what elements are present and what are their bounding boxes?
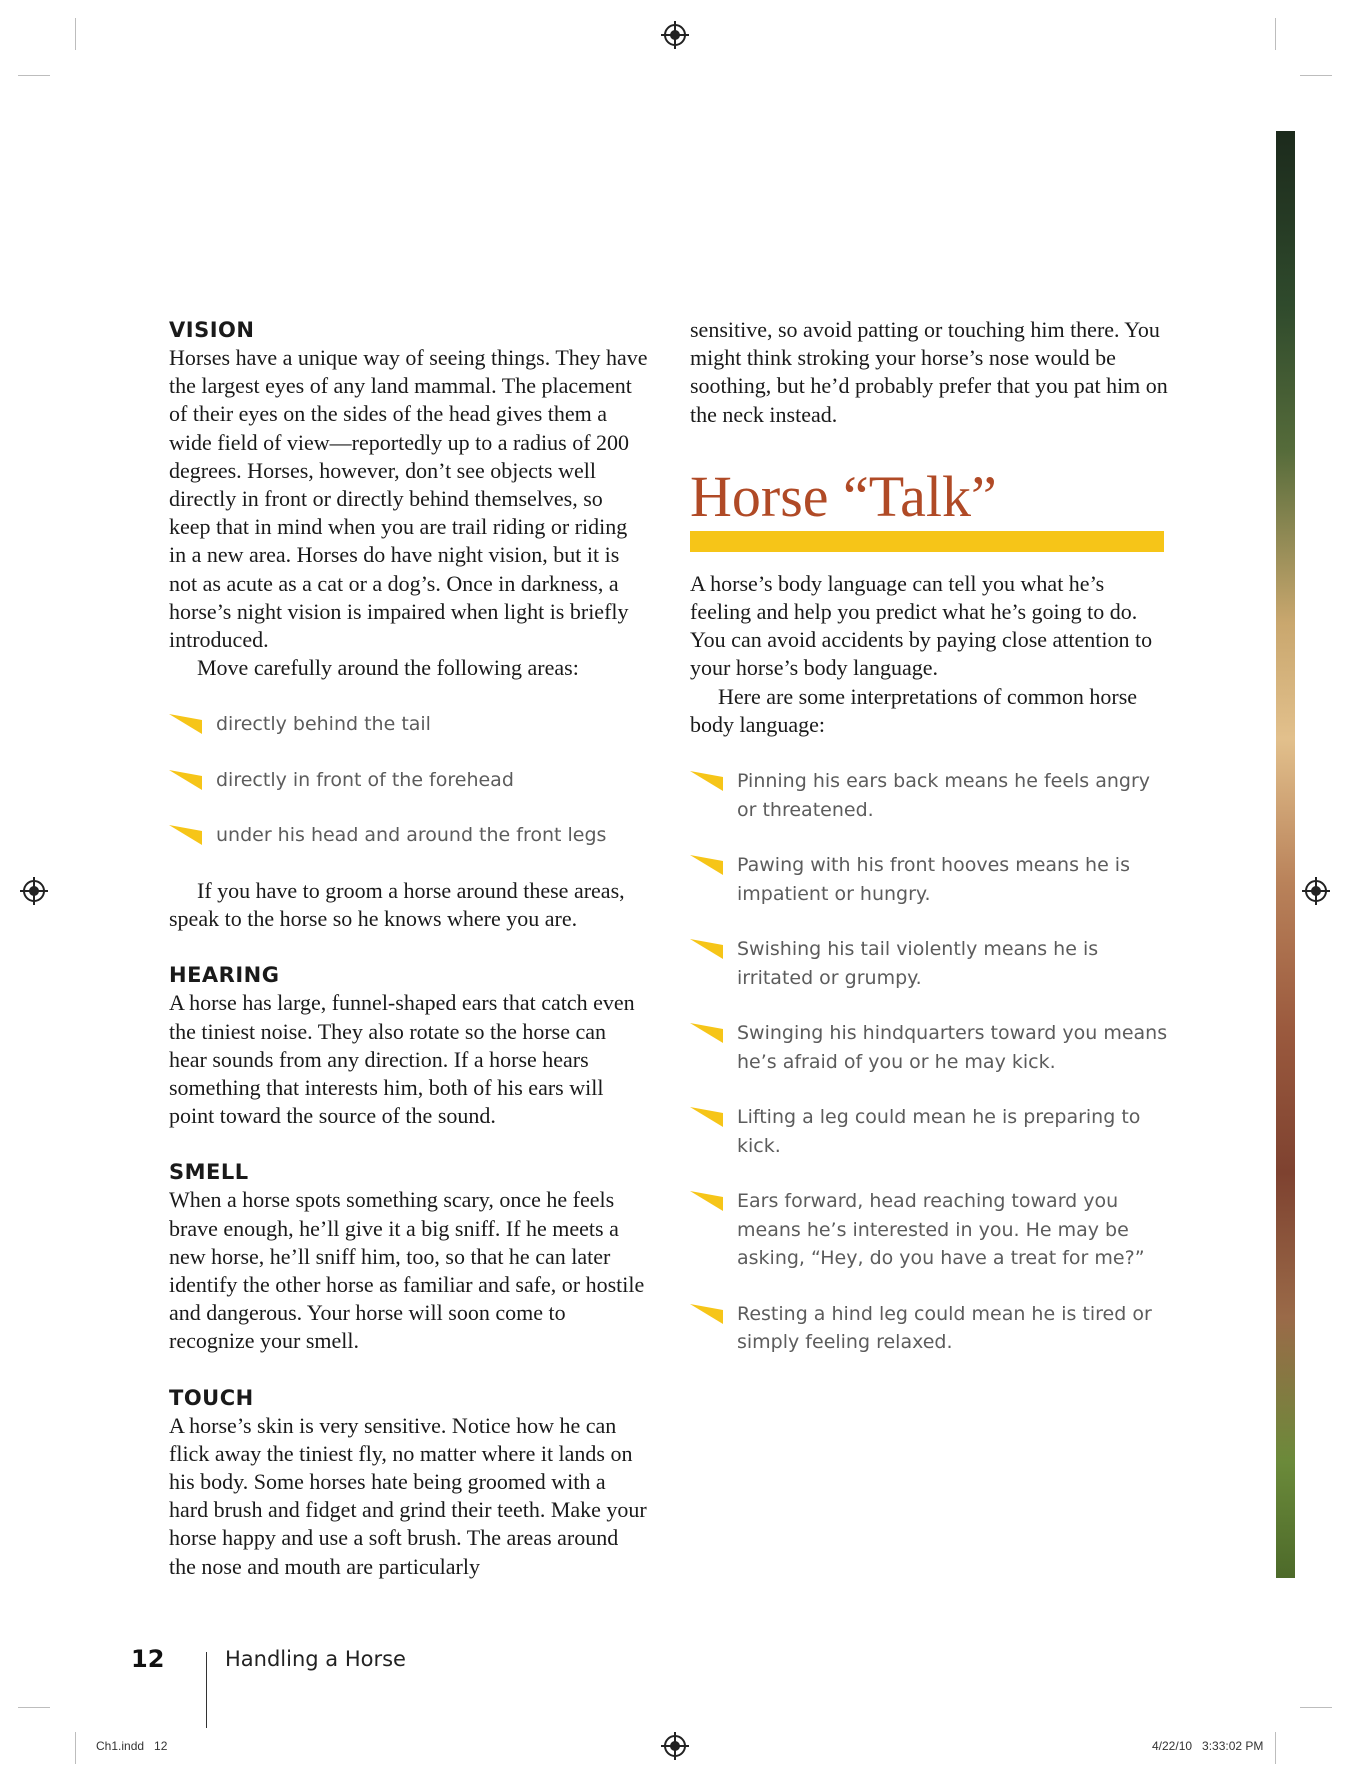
bullet-text: directly in front of the forehead [216, 768, 514, 791]
horse-photo-edge [1276, 131, 1295, 1578]
slug-filename: Ch1.indd 12 [96, 1739, 168, 1753]
talk-body: A horse’s body language can tell you what he’s feeling and help you predict what he’s going to do. You can avoid accidents by paying close attention to your horse’s body language. [690, 570, 1153, 681]
bullet-text: directly behind the tail [216, 713, 431, 736]
vision-intro: Move carefully around the following areas: [197, 655, 579, 681]
bullet-text: Ears forward, head reaching toward you means he’s interested in you. He may be asking, “Hey, do you have a treat for me?” [737, 1190, 1145, 1270]
triangle-bullet-icon [690, 1023, 723, 1043]
triangle-bullet-icon [690, 1191, 723, 1211]
triangle-bullet-icon [690, 1304, 723, 1324]
footer-divider [206, 1652, 207, 1728]
list-item [169, 710, 649, 739]
heading-underline-bar [690, 531, 1164, 552]
crop-mark [75, 1732, 76, 1764]
list-item [690, 935, 1170, 992]
list-item [169, 766, 649, 795]
crop-mark [1275, 18, 1276, 50]
bullet-text: Resting a hind leg could mean he is tired or simply feeling relaxed. [737, 1302, 1152, 1354]
registration-mark-icon [1305, 880, 1327, 902]
bullet-text: Lifting a leg could mean he is preparing to kick. [737, 1106, 1141, 1157]
bullet-text: Pawing with his front hooves means he is impatient or hungry. [737, 854, 1130, 905]
triangle-bullet-icon [690, 939, 723, 959]
crop-mark [18, 1707, 50, 1708]
triangle-bullet-icon [169, 825, 202, 845]
section-heading-vision: VISION [169, 318, 255, 342]
left-column [169, 316, 649, 1581]
section-heading-hearing: HEARING [169, 963, 280, 988]
bullet-text: under his head and around the front legs [216, 824, 607, 847]
section-heading-touch: TOUCH [169, 1385, 254, 1410]
bullet-text: Swishing his tail violently means he is irritated or grumpy. [737, 938, 1099, 989]
registration-mark-icon [23, 880, 45, 902]
crop-mark [1300, 1707, 1332, 1708]
page-number: 12 [131, 1645, 165, 1673]
crop-mark [75, 18, 76, 50]
talk-bullet-list [690, 767, 1170, 1357]
triangle-bullet-icon [690, 1107, 723, 1127]
bullet-text: Pinning his ears back means he feels angry or threatened. [737, 770, 1151, 821]
triangle-bullet-icon [169, 714, 202, 734]
triangle-bullet-icon [690, 855, 723, 875]
slug-timestamp: 4/22/10 3:33:02 PM [1152, 1739, 1264, 1753]
crop-mark [1300, 75, 1332, 76]
list-item [690, 767, 1170, 824]
crop-mark [18, 75, 50, 76]
section-heading-smell: SMELL [169, 1160, 249, 1185]
vision-after: If you have to groom a horse around these areas, speak to the horse so he knows where you are. [169, 877, 625, 932]
triangle-bullet-icon [169, 770, 202, 790]
hearing-body: A horse has large, funnel-shaped ears that catch even the tiniest noise. They also rotate so the horse can hear sounds from any direction. If a horse hears something that interests him, both of his ears will point toward the source of the sound. [169, 990, 635, 1129]
touch-continued: sensitive, so avoid patting or touching him there. You might think stroking your horse’s nose would be soothing, but he’d probably prefer that you pat him on the neck instead. [690, 317, 1168, 427]
touch-body: A horse’s skin is very sensitive. Notice how he can flick away the tiniest fly, no matter where it lands on his body. Some horses hate being groomed with a hard brush and fidget and grind their teeth. Make your horse happy and use a soft brush. The areas around the nose and mouth are particularly [169, 1412, 647, 1579]
right-column [690, 316, 1170, 1357]
vision-body: Horses have a unique way of seeing things. They have the largest eyes of any land mammal. The placement of their eyes on the sides of the head gives them a wide field of view—reportedly up to a radius of 200 degrees. Horses, however, don’t see objects well directly in front or directly behind themselves, so keep that in mind when you are trail riding or riding in a new area. Horses do have night vision, but it is not as acute as a cat or a dog’s. Once in darkness, a horse’s night vision is impaired when light is briefly introduced. [169, 345, 648, 653]
registration-mark-icon [664, 1735, 686, 1757]
list-item [690, 1103, 1170, 1160]
triangle-bullet-icon [690, 771, 723, 791]
crop-mark [1275, 1732, 1276, 1764]
vision-bullet-list [169, 710, 649, 850]
running-footer-title: Handling a Horse [225, 1647, 406, 1671]
smell-body: When a horse spots something scary, once he feels brave enough, he’ll give it a big sniff. If he meets a new horse, he’ll sniff him, too, so that he can later identify the other horse as familiar and safe, or hostile and dangerous. Your horse will soon come to recognize your smell. [169, 1187, 645, 1354]
talk-intro: Here are some interpretations of common horse body language: [690, 683, 1138, 737]
registration-mark-icon [664, 24, 686, 46]
list-item [690, 1300, 1170, 1357]
bullet-text: Swinging his hindquarters toward you means he’s afraid of you or he may kick. [737, 1022, 1168, 1073]
list-item [690, 1187, 1170, 1273]
horse-talk-heading: Horse “Talk” [690, 463, 997, 529]
list-item [169, 821, 649, 850]
list-item [690, 1019, 1170, 1076]
list-item [690, 851, 1170, 908]
